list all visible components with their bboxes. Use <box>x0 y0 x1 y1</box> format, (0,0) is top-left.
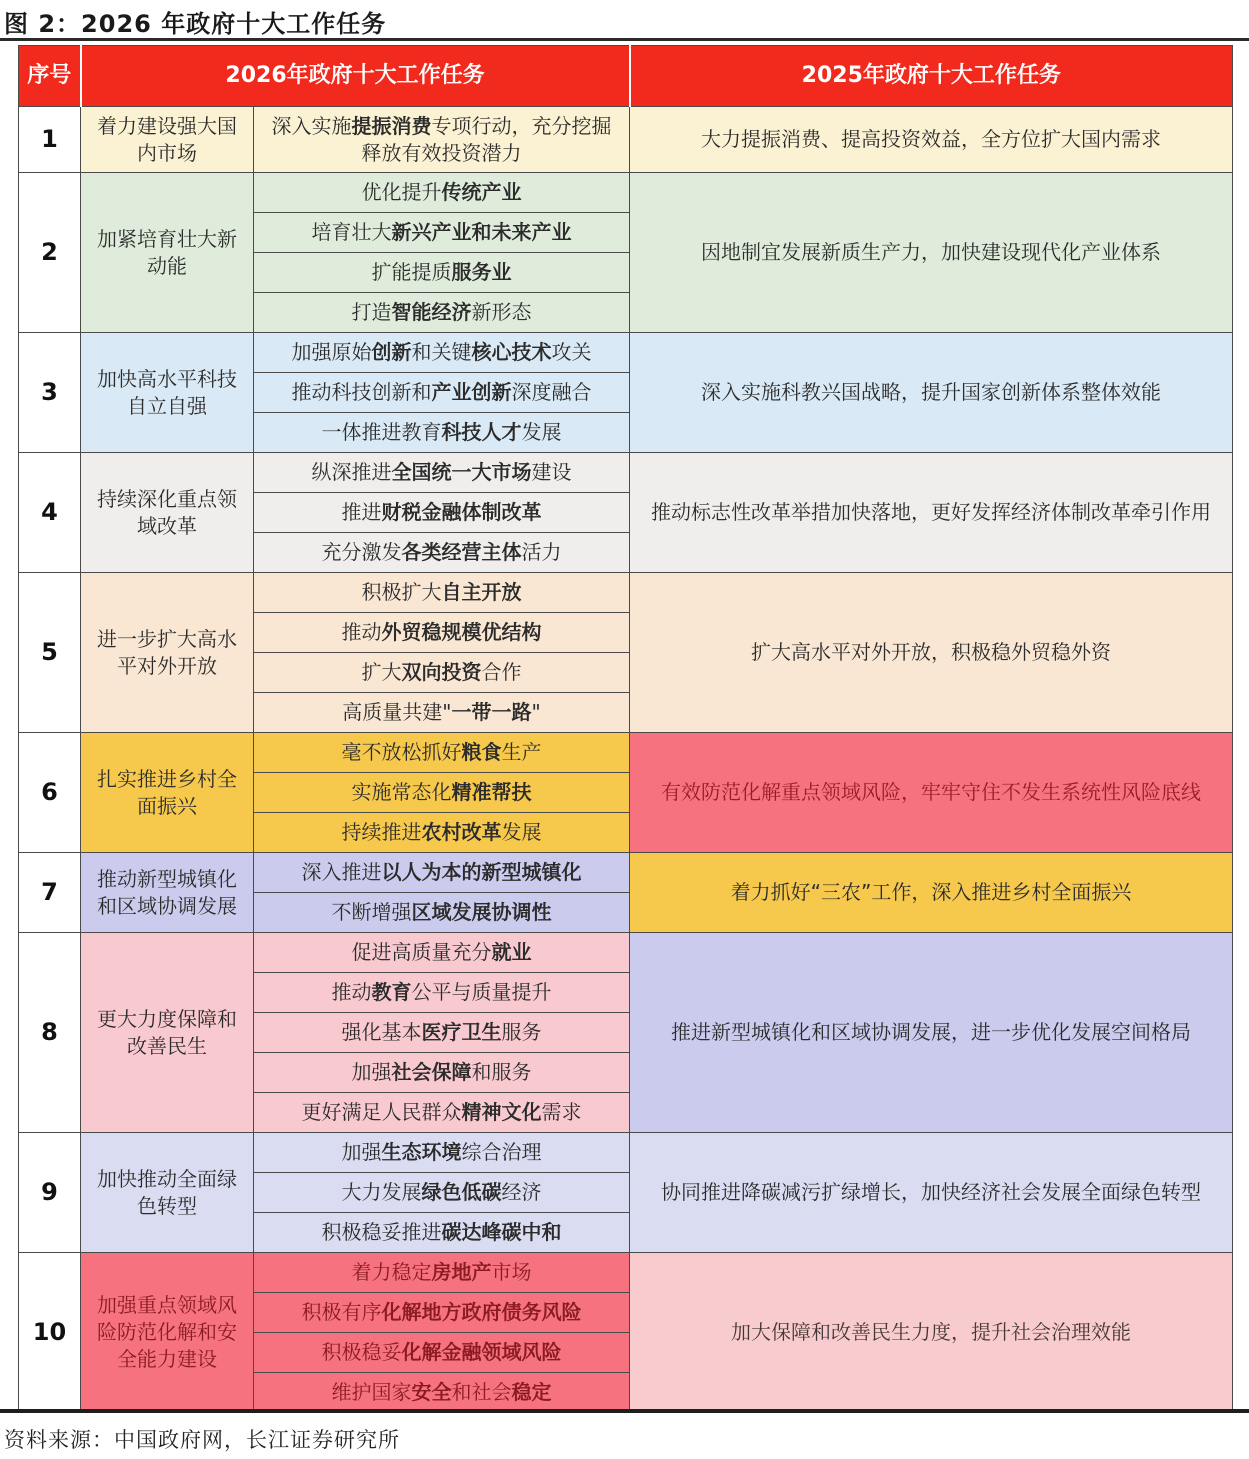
task-4-2025-cell: 推动标志性改革举措加快落地，更好发挥经济体制改革牵引作用 <box>630 453 1233 573</box>
header-index-cell: 序号 <box>19 46 81 107</box>
task-1-category-cell: 着力建设强大国内市场 <box>81 107 254 173</box>
task-8-subitem-5-cell: 更好满足人民群众精神文化需求 <box>254 1093 630 1133</box>
task-4-category-cell: 持续深化重点领域改革 <box>81 453 254 573</box>
task-9-2025-cell: 协同推进降碳减污扩绿增长，加快经济社会发展全面绿色转型 <box>630 1133 1233 1253</box>
task-2-subitem-3-cell: 扩能提质服务业 <box>254 253 630 293</box>
task-10-subitem-1-cell: 着力稳定房地产市场 <box>254 1253 630 1293</box>
task-3-subitem-3-cell: 一体推进教育科技人才发展 <box>254 413 630 453</box>
tasks-comparison-table-wrap <box>18 45 1232 1413</box>
task-1-number-cell: 1 <box>19 107 81 173</box>
title-divider-rule <box>0 38 1249 41</box>
task-6-number-cell: 6 <box>19 733 81 853</box>
task-6-category-cell: 扎实推进乡村全面振兴 <box>81 733 254 853</box>
task-4-number-cell: 4 <box>19 453 81 573</box>
task-2-subitem-4-cell: 打造智能经济新形态 <box>254 293 630 333</box>
task-4-subitem-3-cell: 充分激发各类经营主体活力 <box>254 533 630 573</box>
task-5-subitem-3-cell: 扩大双向投资合作 <box>254 653 630 693</box>
task-9-subitem-2-cell: 大力发展绿色低碳经济 <box>254 1173 630 1213</box>
table-header-row <box>19 46 1233 107</box>
task-8-2025-cell: 推进新型城镇化和区域协调发展，进一步优化发展空间格局 <box>630 933 1233 1133</box>
task-8-subitem-4-cell: 加强社会保障和服务 <box>254 1053 630 1093</box>
task-3-number-cell: 3 <box>19 333 81 453</box>
task-5-category-cell: 进一步扩大高水平对外开放 <box>81 573 254 733</box>
task-5-subitem-2-cell: 推动外贸稳规模优结构 <box>254 613 630 653</box>
task-5-number-cell: 5 <box>19 573 81 733</box>
task-8-category-cell: 更大力度保障和改善民生 <box>81 933 254 1133</box>
task-row-7-line-1 <box>19 853 1233 893</box>
task-9-category-cell: 加快推动全面绿色转型 <box>81 1133 254 1253</box>
task-3-category-cell: 加快高水平科技自立自强 <box>81 333 254 453</box>
task-4-subitem-2-cell: 推进财税金融体制改革 <box>254 493 630 533</box>
task-3-2025-cell: 深入实施科教兴国战略，提升国家创新体系整体效能 <box>630 333 1233 453</box>
task-10-category-cell: 加强重点领域风险防范化解和安全能力建设 <box>81 1253 254 1413</box>
task-10-number-cell: 10 <box>19 1253 81 1413</box>
task-row-2-line-1 <box>19 173 1233 213</box>
task-row-3-line-1 <box>19 333 1233 373</box>
task-8-subitem-1-cell: 促进高质量充分就业 <box>254 933 630 973</box>
task-8-subitem-2-cell: 推动教育公平与质量提升 <box>254 973 630 1013</box>
task-6-subitem-3-cell: 持续推进农村改革发展 <box>254 813 630 853</box>
task-10-subitem-2-cell: 积极有序化解地方政府债务风险 <box>254 1293 630 1333</box>
task-10-2025-cell: 加大保障和改善民生力度，提升社会治理效能 <box>630 1253 1233 1413</box>
task-row-1-line-1 <box>19 107 1233 173</box>
task-7-2025-cell: 着力抓好“三农”工作，深入推进乡村全面振兴 <box>630 853 1233 933</box>
source-note: 资料来源：中国政府网，长江证券研究所 <box>4 1428 400 1452</box>
table-bottom-rule <box>0 1409 1249 1413</box>
task-9-subitem-1-cell: 加强生态环境综合治理 <box>254 1133 630 1173</box>
task-10-subitem-4-cell: 维护国家安全和社会稳定 <box>254 1373 630 1413</box>
task-7-subitem-2-cell: 不断增强区域发展协调性 <box>254 893 630 933</box>
task-7-category-cell: 推动新型城镇化和区域协调发展 <box>81 853 254 933</box>
task-row-10-line-1 <box>19 1253 1233 1293</box>
task-6-subitem-1-cell: 毫不放松抓好粮食生产 <box>254 733 630 773</box>
task-4-subitem-1-cell: 纵深推进全国统一大市场建设 <box>254 453 630 493</box>
task-8-subitem-3-cell: 强化基本医疗卫生服务 <box>254 1013 630 1053</box>
task-6-2025-cell: 有效防范化解重点领域风险，牢牢守住不发生系统性风险底线 <box>630 733 1233 853</box>
task-row-6-line-1 <box>19 733 1233 773</box>
header-2025-cell: 2025年政府十大工作任务 <box>630 46 1233 107</box>
task-9-subitem-3-cell: 积极稳妥推进碳达峰碳中和 <box>254 1213 630 1253</box>
task-10-subitem-3-cell: 积极稳妥化解金融领域风险 <box>254 1333 630 1373</box>
task-1-2025-cell: 大力提振消费、提高投资效益，全方位扩大国内需求 <box>630 107 1233 173</box>
task-2-subitem-2-cell: 培育壮大新兴产业和未来产业 <box>254 213 630 253</box>
task-3-subitem-2-cell: 推动科技创新和产业创新深度融合 <box>254 373 630 413</box>
task-2-category-cell: 加紧培育壮大新动能 <box>81 173 254 333</box>
task-5-2025-cell: 扩大高水平对外开放，积极稳外贸稳外资 <box>630 573 1233 733</box>
task-8-number-cell: 8 <box>19 933 81 1133</box>
tasks-comparison-table <box>18 45 1233 1413</box>
task-9-number-cell: 9 <box>19 1133 81 1253</box>
task-row-4-line-1 <box>19 453 1233 493</box>
figure-title: 图 2：2026 年政府十大工作任务 <box>4 10 387 38</box>
task-7-subitem-1-cell: 深入推进以人为本的新型城镇化 <box>254 853 630 893</box>
task-5-subitem-1-cell: 积极扩大自主开放 <box>254 573 630 613</box>
task-6-subitem-2-cell: 实施常态化精准帮扶 <box>254 773 630 813</box>
task-3-subitem-1-cell: 加强原始创新和关键核心技术攻关 <box>254 333 630 373</box>
task-1-subitem-1-cell: 深入实施提振消费专项行动，充分挖掘释放有效投资潜力 <box>254 107 630 173</box>
task-row-8-line-1 <box>19 933 1233 973</box>
task-2-subitem-1-cell: 优化提升传统产业 <box>254 173 630 213</box>
task-row-5-line-1 <box>19 573 1233 613</box>
task-2-number-cell: 2 <box>19 173 81 333</box>
header-2026-cell: 2026年政府十大工作任务 <box>81 46 630 107</box>
task-5-subitem-4-cell: 高质量共建"一带一路" <box>254 693 630 733</box>
task-2-2025-cell: 因地制宜发展新质生产力，加快建设现代化产业体系 <box>630 173 1233 333</box>
task-7-number-cell: 7 <box>19 853 81 933</box>
task-row-9-line-1 <box>19 1133 1233 1173</box>
